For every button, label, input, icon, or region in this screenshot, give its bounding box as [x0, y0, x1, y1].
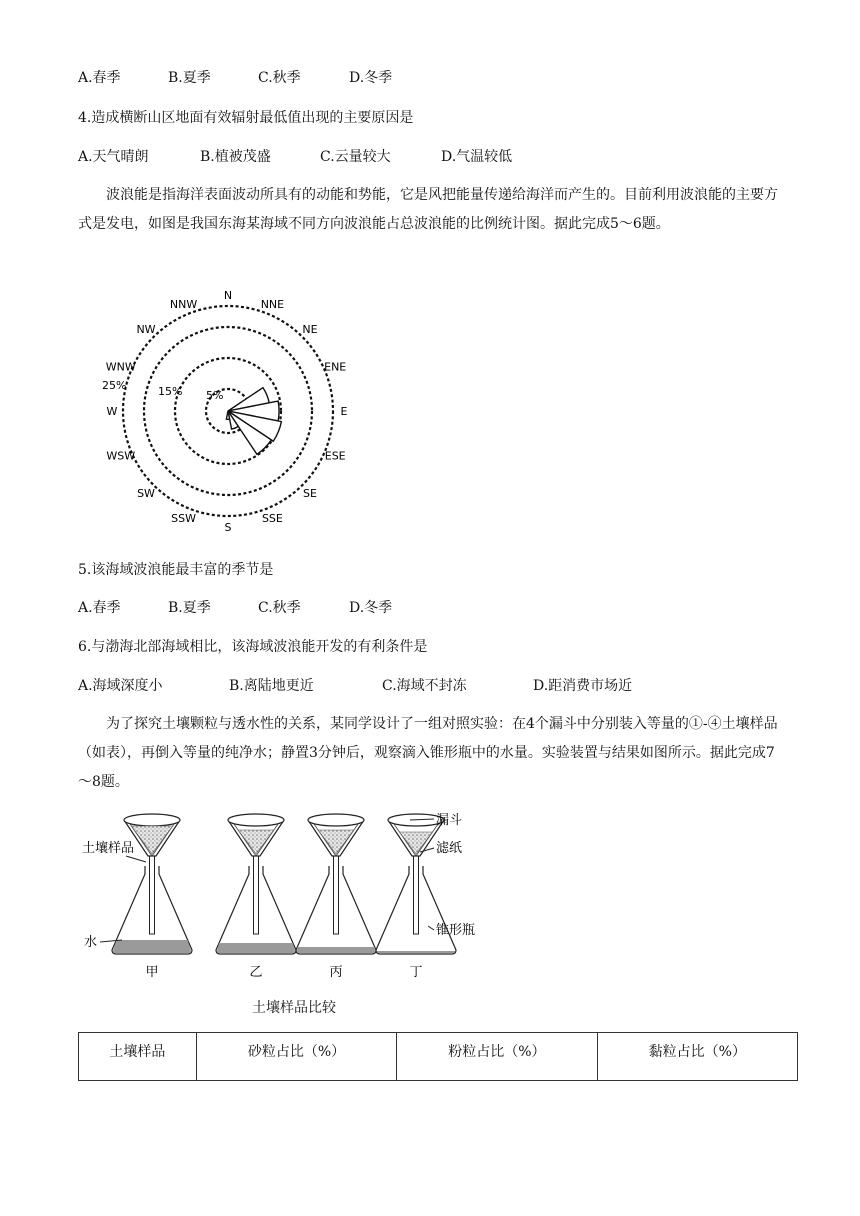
- flask-label: 丙: [329, 965, 343, 980]
- table-header-cell: 砂粒占比（%）: [196, 1033, 396, 1081]
- label-funnel: 漏斗: [436, 813, 463, 828]
- wave-energy-rose-chart: [80, 278, 380, 538]
- q4-option-d: D.气温较低: [441, 149, 513, 165]
- rose-direction-label: SSE: [261, 512, 283, 526]
- rose-ring-label: 25%: [102, 379, 127, 392]
- rose-direction-label: ESE: [324, 449, 346, 463]
- q5-option-d: D.冬季: [349, 600, 393, 616]
- soil-experiment-illustration: [80, 806, 500, 986]
- flask-setup: [296, 814, 376, 954]
- q6-option-b: B.离陆地更近: [229, 678, 314, 694]
- rose-direction-label: NNW: [169, 297, 198, 311]
- rose-direction-label: WNW: [105, 360, 136, 374]
- q6-stem: 6.与渤海北部海域相比，该海域波浪能开发的有利条件是: [78, 639, 428, 655]
- flask-label: 乙: [249, 965, 263, 980]
- flask-label: 甲: [145, 965, 159, 980]
- q3-option-c: C.秋季: [258, 70, 301, 86]
- q3-option-b: B.夏季: [168, 70, 211, 86]
- q4-stem: 4.造成横断山区地面有效辐射最低值出现的主要原因是: [78, 110, 414, 126]
- rose-direction-label: WSW: [106, 449, 136, 463]
- q6-option-c: C.海域不封冻: [382, 678, 467, 694]
- table-header-cell: 粉粒占比（%）: [397, 1033, 597, 1081]
- rose-direction-label: E: [340, 405, 348, 418]
- rose-direction-label: N: [223, 289, 233, 302]
- table-header-cell: 黏粒占比（%）: [597, 1033, 797, 1081]
- q4-option-c: C.云量较大: [320, 149, 391, 165]
- table-caption: 土壤样品比较: [252, 1000, 336, 1016]
- rose-direction-label: W: [106, 405, 118, 418]
- label-water: 水: [84, 935, 98, 950]
- q4-option-a: A.天气晴朗: [78, 149, 149, 165]
- passage-wave-energy: 波浪能是指海洋表面波动所具有的动能和势能，它是风把能量传递给海洋而产生的。目前利用波浪能的主要方式是发电，如图是我国东海某海域不同方向波浪能占总波浪能的比例统计图。据此完成5～6题。: [78, 187, 778, 232]
- q6-option-d: D.距消费市场近: [533, 678, 633, 694]
- rose-direction-label: NE: [302, 323, 318, 336]
- label-soil-sample-1: 土壤样品: [82, 841, 135, 856]
- rose-direction-label: SW: [137, 487, 155, 500]
- q3-option-d: D.冬季: [349, 70, 393, 86]
- rose-ring-label: 5%: [206, 389, 224, 402]
- q6-option-a: A.海域深度小: [78, 678, 163, 694]
- rose-direction-label: SSW: [171, 512, 197, 526]
- passage-soil-experiment: 为了探究土壤颗粒与透水性的关系，某同学设计了一组对照实验：在4个漏斗中分别装入等量的①-④土壤样品（如表），再倒入等量的纯净水；静置3分钟后，观察滴入锥形瓶中的水量。实验装置与结果如图所示。据此完成7～8题。: [78, 716, 778, 790]
- flask-label: 丁: [409, 965, 423, 980]
- flask-setup: [216, 814, 296, 954]
- label-flask: 锥形瓶: [436, 923, 476, 938]
- table-header-cell: 土壤样品: [79, 1033, 197, 1081]
- rose-direction-label: SE: [303, 487, 317, 500]
- q5-option-a: A.春季: [78, 600, 121, 616]
- q4-option-b: B.植被茂盛: [200, 149, 271, 165]
- label-filter-paper: 滤纸: [436, 841, 463, 856]
- rose-direction-label: ENE: [324, 360, 347, 374]
- q5-option-c: C.秋季: [258, 600, 301, 616]
- q5-stem: 5.该海域波浪能最丰富的季节是: [78, 562, 274, 578]
- rose-direction-label: NNE: [260, 297, 285, 311]
- flask-setup: [112, 814, 192, 954]
- rose-direction-label: NW: [136, 323, 156, 336]
- table-header-row: [79, 1033, 798, 1081]
- q5-option-b: B.夏季: [168, 600, 211, 616]
- rose-direction-label: S: [224, 521, 232, 534]
- soil-sample-table: [78, 1032, 798, 1081]
- rose-ring-label: 15%: [158, 385, 183, 398]
- q3-option-a: A.春季: [78, 70, 121, 86]
